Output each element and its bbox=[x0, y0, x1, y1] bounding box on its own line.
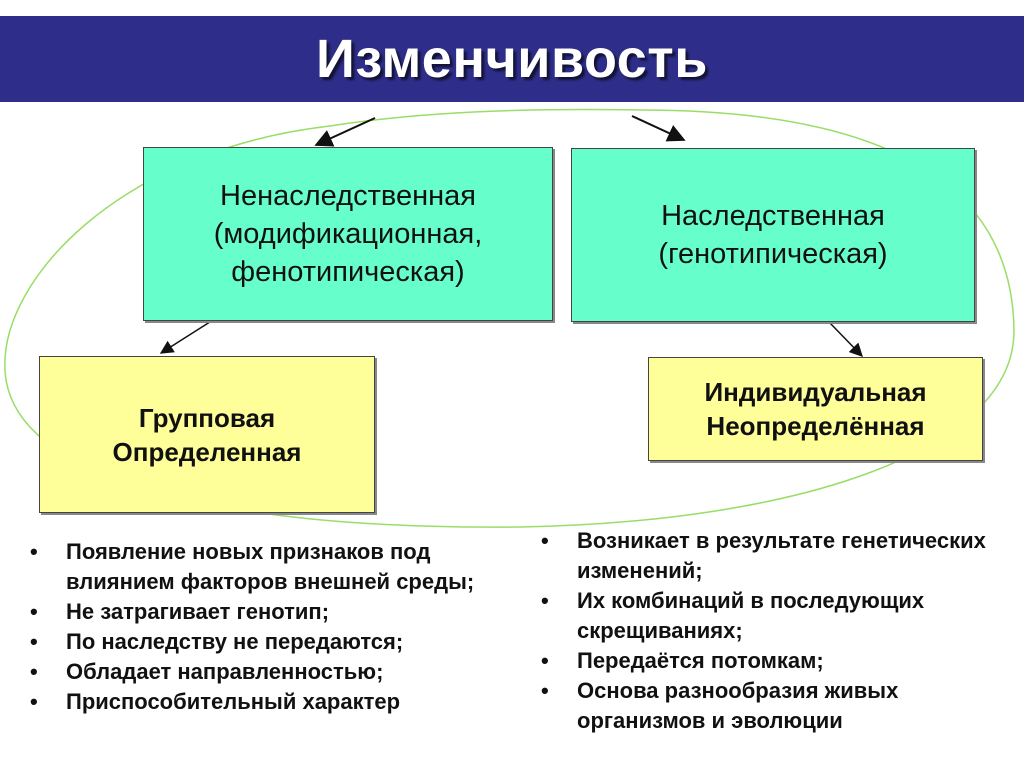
hereditary-sublabel: (генотипическая) bbox=[658, 238, 888, 270]
indefinite-label: Неопределённая bbox=[706, 411, 925, 441]
list-item: • Основа разнообразия живых организмов и эволюции bbox=[537, 676, 1017, 736]
list-item: • Передаётся потомкам; bbox=[537, 646, 1017, 676]
arrow-to-left-box bbox=[316, 118, 375, 145]
arrow-to-right-box bbox=[632, 116, 684, 140]
non-hereditary-box bbox=[143, 147, 553, 321]
title-bar bbox=[0, 16, 1024, 102]
non-hereditary-facts-list bbox=[26, 537, 516, 717]
list-item: • По наследству не передаются; bbox=[26, 627, 516, 657]
group-variability-box bbox=[39, 356, 375, 513]
individual-label: Индивидуальная bbox=[704, 377, 927, 407]
list-item: • Их комбинаций в последующих скрещиваниях; bbox=[537, 586, 1017, 646]
non-hereditary-sublabel-2: фенотипическая) bbox=[231, 256, 465, 288]
list-item: • Приспособительный характер bbox=[26, 687, 516, 717]
page-title: Изменчивость bbox=[316, 29, 708, 89]
list-item: • Не затрагивает генотип; bbox=[26, 597, 516, 627]
group-label: Групповая bbox=[138, 402, 276, 433]
list-item: • Возникает в результате генетических изменений; bbox=[537, 526, 1017, 586]
arrow-to-right-sub-box bbox=[829, 322, 862, 356]
definite-label: Определенная bbox=[112, 436, 302, 467]
hereditary-label: Наследственная bbox=[661, 200, 885, 232]
hereditary-box bbox=[571, 148, 975, 322]
individual-variability-box bbox=[648, 357, 983, 461]
arrow-to-left-sub-box bbox=[161, 320, 213, 353]
list-item: • Обладает направленностью; bbox=[26, 657, 516, 687]
non-hereditary-label: Ненаследственная bbox=[220, 180, 476, 212]
non-hereditary-sublabel-1: (модификационная, bbox=[213, 218, 483, 250]
list-item: • Появление новых признаков под влиянием факторов внешней среды; bbox=[26, 537, 516, 597]
hereditary-facts-list bbox=[537, 526, 1017, 736]
